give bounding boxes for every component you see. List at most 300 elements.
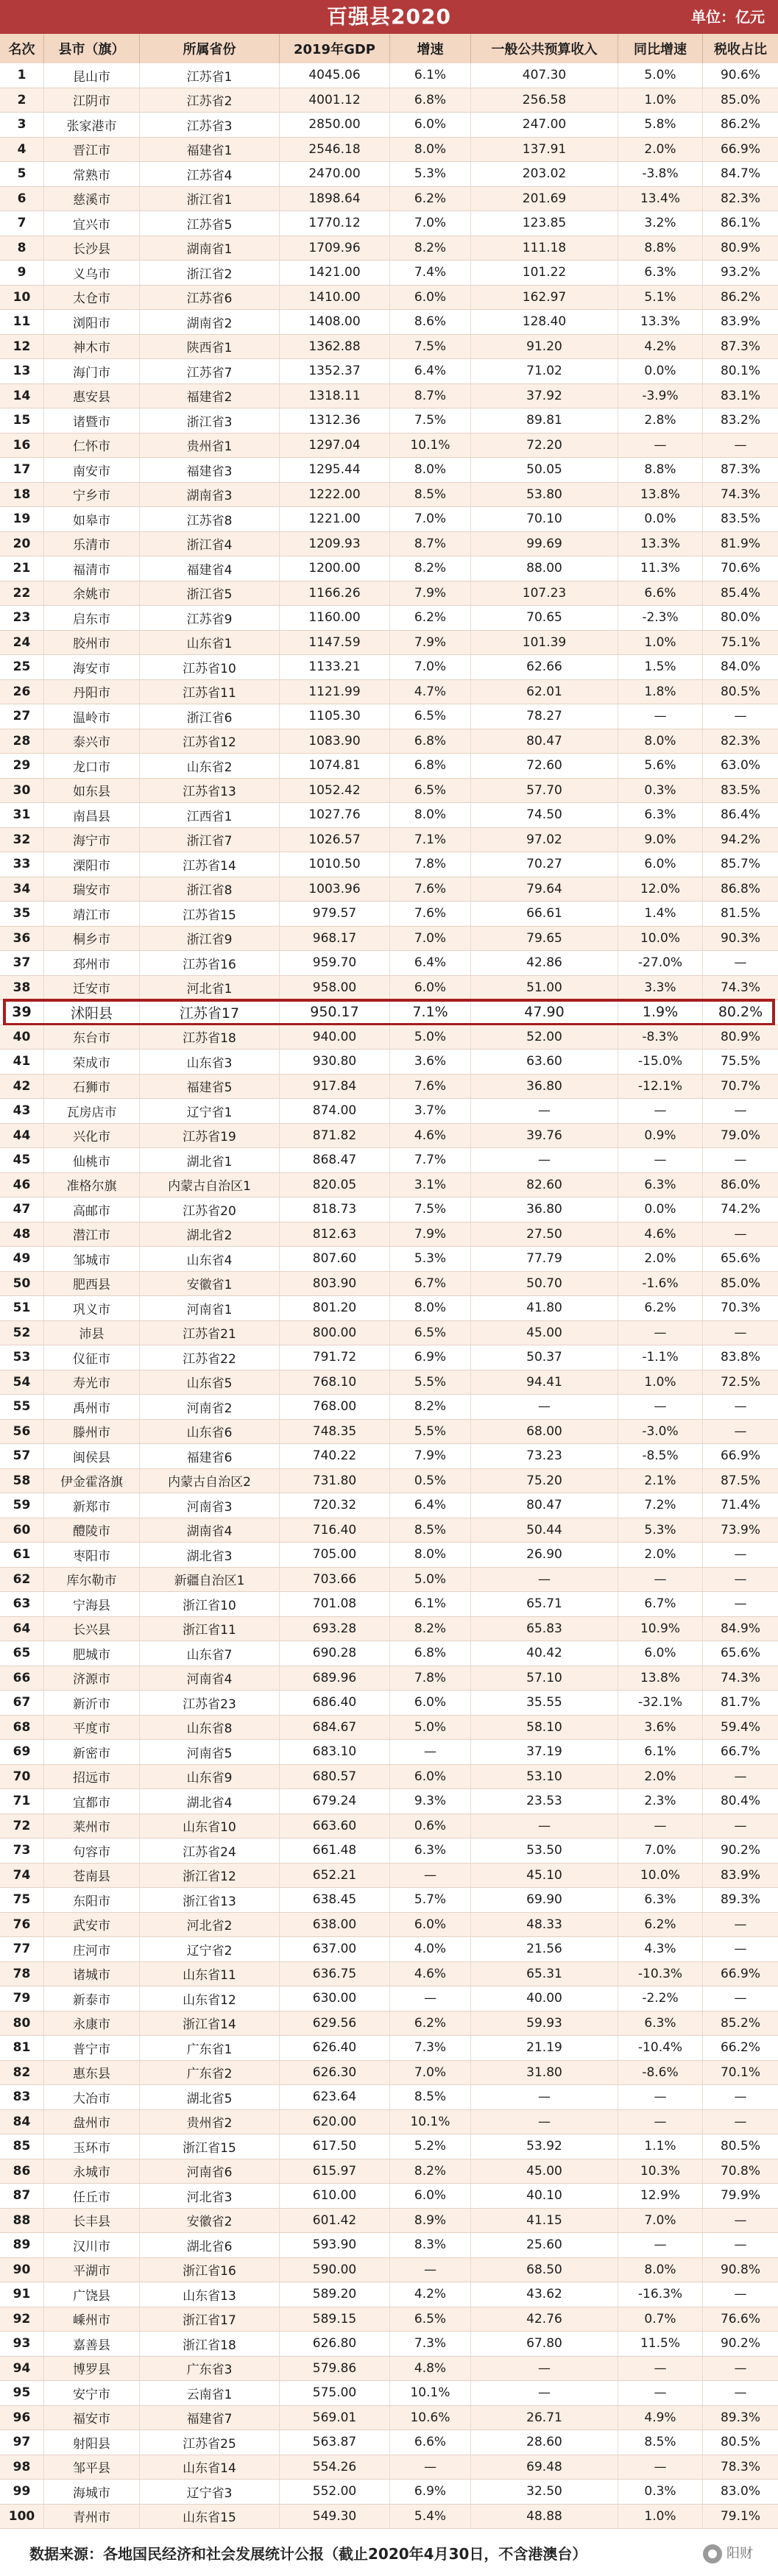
cell-tax-ratio: 83.8% bbox=[720, 1350, 760, 1365]
cell-budget-revenue: 52.00 bbox=[471, 1025, 618, 1050]
cell-gdp: 615.97 bbox=[280, 2159, 390, 2184]
cell-budget-revenue: 79.64 bbox=[471, 877, 618, 902]
cell-gdp: 693.28 bbox=[280, 1617, 390, 1641]
cell-budget-revenue: 65.83 bbox=[471, 1617, 618, 1641]
cell-budget-revenue: 97.02 bbox=[471, 828, 618, 852]
header-gdp: 2019年GDP bbox=[280, 34, 390, 63]
cell-county: 平湖市 bbox=[44, 2258, 140, 2282]
cell-yoy: 1.8% bbox=[618, 680, 703, 704]
cell-yoy: 13.8% bbox=[618, 1666, 703, 1691]
cell-gdp: 701.08 bbox=[280, 1592, 390, 1616]
cell-yoy: -32.1% bbox=[618, 1691, 703, 1715]
cell-province: 江苏省12 bbox=[140, 729, 280, 754]
cell-rank: 85 bbox=[0, 2134, 44, 2159]
cell-province: 辽宁省3 bbox=[140, 2480, 280, 2504]
table-row bbox=[0, 1370, 778, 1395]
cell-budget-revenue: 128.40 bbox=[471, 310, 618, 334]
cell-county: 枣阳市 bbox=[44, 1543, 140, 1567]
cell-province: 内蒙古自治区2 bbox=[140, 1469, 280, 1493]
cell-province: 浙江省8 bbox=[140, 877, 280, 902]
cell-rank: 2 bbox=[0, 88, 44, 113]
cell-province: 江苏省25 bbox=[140, 2430, 280, 2455]
cell-yoy: 6.0% bbox=[618, 852, 703, 877]
cell-growth: 7.1% bbox=[390, 828, 471, 852]
cell-yoy: 11.3% bbox=[618, 556, 703, 581]
cell-tax-ratio: 86.2% bbox=[720, 289, 760, 305]
cell-rank: 7 bbox=[0, 211, 44, 236]
cell-growth: 8.2% bbox=[390, 1395, 471, 1419]
table-row bbox=[0, 2258, 778, 2283]
cell-budget-revenue: 72.20 bbox=[471, 434, 618, 458]
cell-rank: 86 bbox=[0, 2159, 44, 2184]
cell-rank: 19 bbox=[0, 507, 44, 531]
cell-tax-ratio: 80.5% bbox=[720, 2435, 760, 2450]
cell-budget-revenue: — bbox=[471, 2381, 618, 2405]
table-row bbox=[0, 2209, 778, 2234]
cell-growth: 8.2% bbox=[390, 236, 471, 261]
table-row bbox=[0, 951, 778, 976]
cell-tax-ratio: 84.0% bbox=[720, 659, 760, 675]
cell-rank: 100 bbox=[0, 2505, 44, 2529]
table-row bbox=[0, 88, 778, 113]
cell-tax-ratio: — bbox=[734, 2360, 747, 2376]
table-row bbox=[0, 236, 778, 261]
cell-yoy: 0.7% bbox=[618, 2307, 703, 2332]
cell-province: 河南省5 bbox=[140, 1740, 280, 1764]
cell-rank: 82 bbox=[0, 2061, 44, 2085]
cell-province: 江西省1 bbox=[140, 803, 280, 827]
table-row bbox=[0, 434, 778, 459]
cell-tax-ratio: 93.2% bbox=[720, 265, 760, 280]
cell-budget-revenue: 66.61 bbox=[471, 902, 618, 926]
cell-growth: 6.5% bbox=[390, 1321, 471, 1345]
cell-rank: 89 bbox=[0, 2233, 44, 2257]
cell-county: 沛县 bbox=[44, 1321, 140, 1345]
cell-gdp: 1297.04 bbox=[280, 434, 390, 458]
cell-gdp: 610.00 bbox=[280, 2184, 390, 2208]
cell-budget-revenue: 39.76 bbox=[471, 1124, 618, 1148]
cell-tax-ratio: 65.6% bbox=[720, 1646, 760, 1661]
table-row bbox=[0, 1518, 778, 1543]
cell-yoy: — bbox=[618, 1395, 703, 1419]
table-row bbox=[0, 1543, 778, 1568]
cell-yoy: -10.4% bbox=[618, 2036, 703, 2060]
title-bar bbox=[0, 0, 778, 34]
cell-province: 江苏省4 bbox=[140, 162, 280, 186]
cell-budget-revenue: 53.10 bbox=[471, 1765, 618, 1789]
cell-province: 江苏省1 bbox=[140, 63, 280, 88]
table-row bbox=[0, 2282, 778, 2307]
cell-tax-ratio: 80.1% bbox=[720, 364, 760, 379]
watermark-text: 阳财 bbox=[726, 2546, 753, 2561]
cell-yoy: -8.3% bbox=[618, 1025, 703, 1050]
table-row bbox=[0, 1099, 778, 1124]
cell-budget-revenue: 107.23 bbox=[471, 581, 618, 606]
cell-yoy: 2.0% bbox=[618, 1543, 703, 1567]
cell-yoy: — bbox=[618, 1568, 703, 1592]
cell-tax-ratio: 78.3% bbox=[720, 2459, 760, 2474]
cell-county: 荣成市 bbox=[44, 1050, 140, 1074]
table-row bbox=[0, 2134, 778, 2159]
watermark bbox=[703, 2532, 753, 2576]
header-tax-ratio: 税收占比 bbox=[714, 42, 767, 57]
cell-yoy: 12.0% bbox=[618, 877, 703, 902]
cell-rank: 43 bbox=[0, 1099, 44, 1123]
weixin-logo-icon bbox=[703, 2544, 722, 2563]
cell-rank: 13 bbox=[0, 359, 44, 383]
cell-growth: 10.1% bbox=[390, 2110, 471, 2134]
table-row bbox=[0, 631, 778, 656]
cell-rank: 48 bbox=[0, 1222, 44, 1247]
cell-yoy: 1.0% bbox=[618, 88, 703, 113]
cell-county: 仙桃市 bbox=[44, 1148, 140, 1172]
cell-gdp: 1318.11 bbox=[280, 384, 390, 408]
table-row bbox=[0, 1444, 778, 1469]
cell-province: 福建省6 bbox=[140, 1444, 280, 1468]
cell-county: 南昌县 bbox=[44, 803, 140, 827]
table-row bbox=[0, 754, 778, 779]
cell-tax-ratio: 83.9% bbox=[720, 314, 760, 330]
cell-yoy: 3.3% bbox=[618, 976, 703, 1000]
cell-gdp: 629.56 bbox=[280, 2011, 390, 2036]
table-row bbox=[0, 2430, 778, 2455]
cell-tax-ratio: 80.4% bbox=[720, 1794, 760, 1809]
source-note: 数据来源：各地国民经济和社会发展统计公报（截止2020年4月30日，不含港澳台） bbox=[29, 2545, 587, 2563]
cell-yoy: 6.3% bbox=[618, 1888, 703, 1912]
table-row bbox=[0, 581, 778, 606]
cell-growth: 7.5% bbox=[390, 335, 471, 359]
cell-yoy: 5.0% bbox=[618, 63, 703, 88]
cell-tax-ratio: — bbox=[734, 2090, 747, 2105]
cell-yoy: 2.0% bbox=[618, 1247, 703, 1271]
cell-growth: 7.9% bbox=[390, 1222, 471, 1247]
cell-budget-revenue: 26.90 bbox=[471, 1543, 618, 1567]
cell-growth: 5.0% bbox=[390, 1568, 471, 1592]
cell-budget-revenue: 69.90 bbox=[471, 1888, 618, 1912]
cell-rank: 68 bbox=[0, 1716, 44, 1740]
unit-label: 单位：亿元 bbox=[691, 8, 765, 26]
cell-province: 新疆自治区1 bbox=[140, 1568, 280, 1592]
cell-gdp: 820.05 bbox=[280, 1173, 390, 1197]
cell-growth: 6.4% bbox=[390, 359, 471, 383]
cell-province: 江苏省6 bbox=[140, 286, 280, 310]
cell-growth: 7.5% bbox=[390, 1197, 471, 1222]
cell-budget-revenue: 53.50 bbox=[471, 1839, 618, 1863]
cell-tax-ratio: 74.2% bbox=[720, 1202, 760, 1217]
cell-rank: 63 bbox=[0, 1592, 44, 1616]
cell-budget-revenue: 47.90 bbox=[471, 1000, 618, 1025]
cell-rank: 4 bbox=[0, 138, 44, 162]
table-row bbox=[0, 63, 778, 88]
cell-tax-ratio: 86.0% bbox=[720, 1177, 760, 1192]
cell-province: 湖南省2 bbox=[140, 310, 280, 334]
cell-rank: 24 bbox=[0, 631, 44, 655]
cell-county: 胶州市 bbox=[44, 631, 140, 655]
cell-growth: 7.8% bbox=[390, 1666, 471, 1691]
cell-yoy: 12.9% bbox=[618, 2184, 703, 2208]
cell-province: 山东省12 bbox=[140, 1986, 280, 2011]
cell-gdp: 626.40 bbox=[280, 2036, 390, 2060]
cell-budget-revenue: 21.19 bbox=[471, 2036, 618, 2060]
cell-yoy: -12.1% bbox=[618, 1075, 703, 1099]
cell-county: 邹平县 bbox=[44, 2455, 140, 2480]
table-row bbox=[0, 1814, 778, 1839]
cell-growth: 7.0% bbox=[390, 2061, 471, 2085]
cell-rank: 61 bbox=[0, 1543, 44, 1567]
cell-gdp: 768.10 bbox=[280, 1370, 390, 1395]
cell-budget-revenue: 62.01 bbox=[471, 680, 618, 704]
cell-budget-revenue: 41.80 bbox=[471, 1296, 618, 1320]
table-row bbox=[0, 507, 778, 532]
table-row bbox=[0, 556, 778, 581]
cell-gdp: 1026.57 bbox=[280, 828, 390, 852]
cell-province: 湖北省1 bbox=[140, 1148, 280, 1172]
cell-yoy: — bbox=[618, 2381, 703, 2405]
cell-county: 昆山市 bbox=[44, 63, 140, 88]
cell-yoy: 10.0% bbox=[618, 1864, 703, 1888]
cell-growth: 7.6% bbox=[390, 902, 471, 926]
cell-yoy: 6.3% bbox=[618, 803, 703, 827]
cell-gdp: 638.00 bbox=[280, 1913, 390, 1937]
table-row bbox=[0, 927, 778, 952]
cell-gdp: 626.80 bbox=[280, 2332, 390, 2356]
cell-gdp: 1083.90 bbox=[280, 729, 390, 754]
table-row bbox=[0, 1839, 778, 1864]
cell-budget-revenue: 42.86 bbox=[471, 951, 618, 975]
cell-growth: 7.9% bbox=[390, 581, 471, 606]
cell-growth: 6.0% bbox=[390, 286, 471, 310]
table-row bbox=[0, 483, 778, 508]
cell-rank: 88 bbox=[0, 2209, 44, 2233]
table-row bbox=[0, 1913, 778, 1938]
cell-rank: 47 bbox=[0, 1197, 44, 1222]
cell-gdp: 874.00 bbox=[280, 1099, 390, 1123]
cell-county: 永城市 bbox=[44, 2159, 140, 2184]
header-rank: 名次 bbox=[0, 34, 44, 63]
cell-gdp: 930.80 bbox=[280, 1050, 390, 1074]
cell-county: 南安市 bbox=[44, 458, 140, 482]
cell-province: 贵州省2 bbox=[140, 2110, 280, 2134]
cell-province: 浙江省18 bbox=[140, 2332, 280, 2356]
cell-rank: 27 bbox=[0, 704, 44, 729]
cell-province: 江苏省15 bbox=[140, 902, 280, 926]
cell-yoy: -3.9% bbox=[618, 384, 703, 408]
table-row bbox=[0, 1000, 778, 1025]
table-row bbox=[0, 138, 778, 163]
table-row bbox=[0, 1691, 778, 1716]
cell-yoy: 8.8% bbox=[618, 458, 703, 482]
cell-rank: 40 bbox=[0, 1025, 44, 1050]
cell-province: 山东省5 bbox=[140, 1370, 280, 1395]
cell-growth: 8.7% bbox=[390, 532, 471, 556]
table-row bbox=[0, 2307, 778, 2332]
cell-yoy: 6.2% bbox=[618, 1296, 703, 1320]
cell-growth: 7.4% bbox=[390, 261, 471, 285]
cell-tax-ratio: — bbox=[734, 1399, 747, 1415]
table-row bbox=[0, 1247, 778, 1272]
table-row bbox=[0, 1148, 778, 1173]
cell-province: 江苏省16 bbox=[140, 951, 280, 975]
cell-budget-revenue: 45.00 bbox=[471, 2159, 618, 2184]
table-row bbox=[0, 1050, 778, 1075]
cell-county: 邳州市 bbox=[44, 951, 140, 975]
cell-province: 福建省5 bbox=[140, 1075, 280, 1099]
cell-rank: 59 bbox=[0, 1493, 44, 1518]
table-row bbox=[0, 1321, 778, 1346]
cell-gdp: 1770.12 bbox=[280, 211, 390, 236]
cell-province: 江苏省17 bbox=[140, 1000, 280, 1025]
cell-province: 浙江省11 bbox=[140, 1617, 280, 1641]
cell-growth: 8.7% bbox=[390, 384, 471, 408]
cell-gdp: 959.70 bbox=[280, 951, 390, 975]
table-row bbox=[0, 2455, 778, 2480]
cell-budget-revenue: — bbox=[471, 1395, 618, 1419]
cell-rank: 21 bbox=[0, 556, 44, 581]
cell-yoy: -3.0% bbox=[618, 1420, 703, 1444]
table-row bbox=[0, 1666, 778, 1691]
cell-county: 福安市 bbox=[44, 2406, 140, 2430]
cell-province: 河北省2 bbox=[140, 1913, 280, 1937]
cell-tax-ratio: 66.7% bbox=[720, 1744, 760, 1760]
cell-province: 浙江省3 bbox=[140, 408, 280, 433]
cell-province: 山东省13 bbox=[140, 2282, 280, 2307]
cell-province: 浙江省10 bbox=[140, 1592, 280, 1616]
cell-yoy: 8.0% bbox=[618, 729, 703, 754]
cell-county: 大冶市 bbox=[44, 2085, 140, 2109]
cell-province: 江苏省24 bbox=[140, 1839, 280, 1863]
cell-yoy: -1.6% bbox=[618, 1272, 703, 1296]
cell-budget-revenue: — bbox=[471, 1814, 618, 1839]
cell-county: 长兴县 bbox=[44, 1617, 140, 1641]
cell-rank: 34 bbox=[0, 877, 44, 902]
cell-growth: 6.4% bbox=[390, 1493, 471, 1518]
cell-budget-revenue: 45.00 bbox=[471, 1321, 618, 1345]
cell-growth: — bbox=[390, 1986, 471, 2011]
table-row bbox=[0, 1075, 778, 1100]
cell-tax-ratio: 85.0% bbox=[720, 92, 760, 107]
table-row bbox=[0, 1962, 778, 1987]
cell-gdp: 1410.00 bbox=[280, 286, 390, 310]
cell-gdp: 1709.96 bbox=[280, 236, 390, 261]
cell-tax-ratio: 90.3% bbox=[720, 930, 760, 946]
cell-growth: 8.2% bbox=[390, 2159, 471, 2184]
cell-gdp: 731.80 bbox=[280, 1469, 390, 1493]
cell-budget-revenue: — bbox=[471, 1099, 618, 1123]
cell-budget-revenue: 80.47 bbox=[471, 729, 618, 754]
cell-county: 新密市 bbox=[44, 1740, 140, 1764]
cell-growth: 4.0% bbox=[390, 1937, 471, 1961]
cell-tax-ratio: 80.5% bbox=[720, 684, 760, 699]
cell-yoy: 9.0% bbox=[618, 828, 703, 852]
cell-yoy: -27.0% bbox=[618, 951, 703, 975]
cell-yoy: 8.8% bbox=[618, 236, 703, 261]
cell-rank: 77 bbox=[0, 1937, 44, 1961]
cell-county: 玉环市 bbox=[44, 2134, 140, 2159]
cell-province: 广东省2 bbox=[140, 2061, 280, 2085]
cell-tax-ratio: — bbox=[734, 1547, 747, 1563]
cell-tax-ratio: 90.8% bbox=[720, 2262, 760, 2277]
cell-province: 湖北省4 bbox=[140, 1789, 280, 1814]
cell-province: 安徽省1 bbox=[140, 1272, 280, 1296]
cell-growth: 10.1% bbox=[390, 2381, 471, 2405]
cell-province: 江苏省8 bbox=[140, 507, 280, 531]
cell-county: 常熟市 bbox=[44, 162, 140, 186]
cell-budget-revenue: 35.55 bbox=[471, 1691, 618, 1715]
cell-growth: — bbox=[390, 2258, 471, 2282]
cell-rank: 20 bbox=[0, 532, 44, 556]
cell-rank: 16 bbox=[0, 434, 44, 458]
page-title: 百强县2020 bbox=[327, 4, 451, 29]
cell-tax-ratio: 84.7% bbox=[720, 166, 760, 182]
cell-budget-revenue: 40.10 bbox=[471, 2184, 618, 2208]
cell-province: 浙江省5 bbox=[140, 581, 280, 606]
cell-budget-revenue: 79.65 bbox=[471, 927, 618, 951]
cell-province: 江苏省9 bbox=[140, 606, 280, 630]
cell-tax-ratio: 81.7% bbox=[720, 1695, 760, 1710]
cell-gdp: 1105.30 bbox=[280, 704, 390, 729]
cell-rank: 30 bbox=[0, 779, 44, 803]
cell-yoy: -2.3% bbox=[618, 606, 703, 630]
cell-province: 福建省7 bbox=[140, 2406, 280, 2430]
cell-county: 乐清市 bbox=[44, 532, 140, 556]
cell-gdp: 968.17 bbox=[280, 927, 390, 951]
cell-tax-ratio: 86.1% bbox=[720, 216, 760, 231]
cell-rank: 64 bbox=[0, 1617, 44, 1641]
cell-county: 海宁市 bbox=[44, 828, 140, 852]
cell-county: 广饶县 bbox=[44, 2282, 140, 2307]
cell-growth: 7.8% bbox=[390, 852, 471, 877]
cell-province: 湖南省1 bbox=[140, 236, 280, 261]
cell-tax-ratio: — bbox=[734, 1571, 747, 1587]
cell-gdp: 636.75 bbox=[280, 1962, 390, 1986]
cell-gdp: 2470.00 bbox=[280, 162, 390, 186]
cell-growth: — bbox=[390, 1740, 471, 1764]
cell-gdp: 689.96 bbox=[280, 1666, 390, 1691]
cell-province: 山东省11 bbox=[140, 1962, 280, 1986]
cell-county: 济源市 bbox=[44, 1666, 140, 1691]
cell-budget-revenue: 101.39 bbox=[471, 631, 618, 655]
cell-county: 准格尔旗 bbox=[44, 1173, 140, 1197]
cell-growth: 10.1% bbox=[390, 434, 471, 458]
cell-budget-revenue: 28.60 bbox=[471, 2430, 618, 2455]
cell-yoy: — bbox=[618, 2455, 703, 2480]
table-row bbox=[0, 1124, 778, 1149]
cell-county: 溧阳市 bbox=[44, 852, 140, 877]
cell-rank: 9 bbox=[0, 261, 44, 285]
cell-county: 宜都市 bbox=[44, 1789, 140, 1814]
table-row bbox=[0, 1197, 778, 1222]
cell-province: 云南省1 bbox=[140, 2381, 280, 2405]
cell-growth: 6.2% bbox=[390, 2011, 471, 2036]
cell-tax-ratio: 75.1% bbox=[720, 634, 760, 650]
cell-province: 河南省1 bbox=[140, 1296, 280, 1320]
cell-gdp: 1421.00 bbox=[280, 261, 390, 285]
table-row bbox=[0, 1493, 778, 1518]
cell-tax-ratio: — bbox=[734, 1991, 747, 2006]
cell-yoy: 2.0% bbox=[618, 1765, 703, 1789]
cell-yoy: 6.2% bbox=[618, 1913, 703, 1937]
cell-province: 浙江省15 bbox=[140, 2134, 280, 2159]
table-row bbox=[0, 359, 778, 384]
cell-tax-ratio: 79.1% bbox=[720, 2508, 760, 2524]
table-row bbox=[0, 976, 778, 1001]
table-row bbox=[0, 1592, 778, 1617]
cell-growth: — bbox=[390, 2455, 471, 2480]
cell-budget-revenue: 89.81 bbox=[471, 408, 618, 433]
cell-county: 丹阳市 bbox=[44, 680, 140, 704]
cell-tax-ratio: — bbox=[734, 1818, 747, 1833]
table-row bbox=[0, 2036, 778, 2061]
